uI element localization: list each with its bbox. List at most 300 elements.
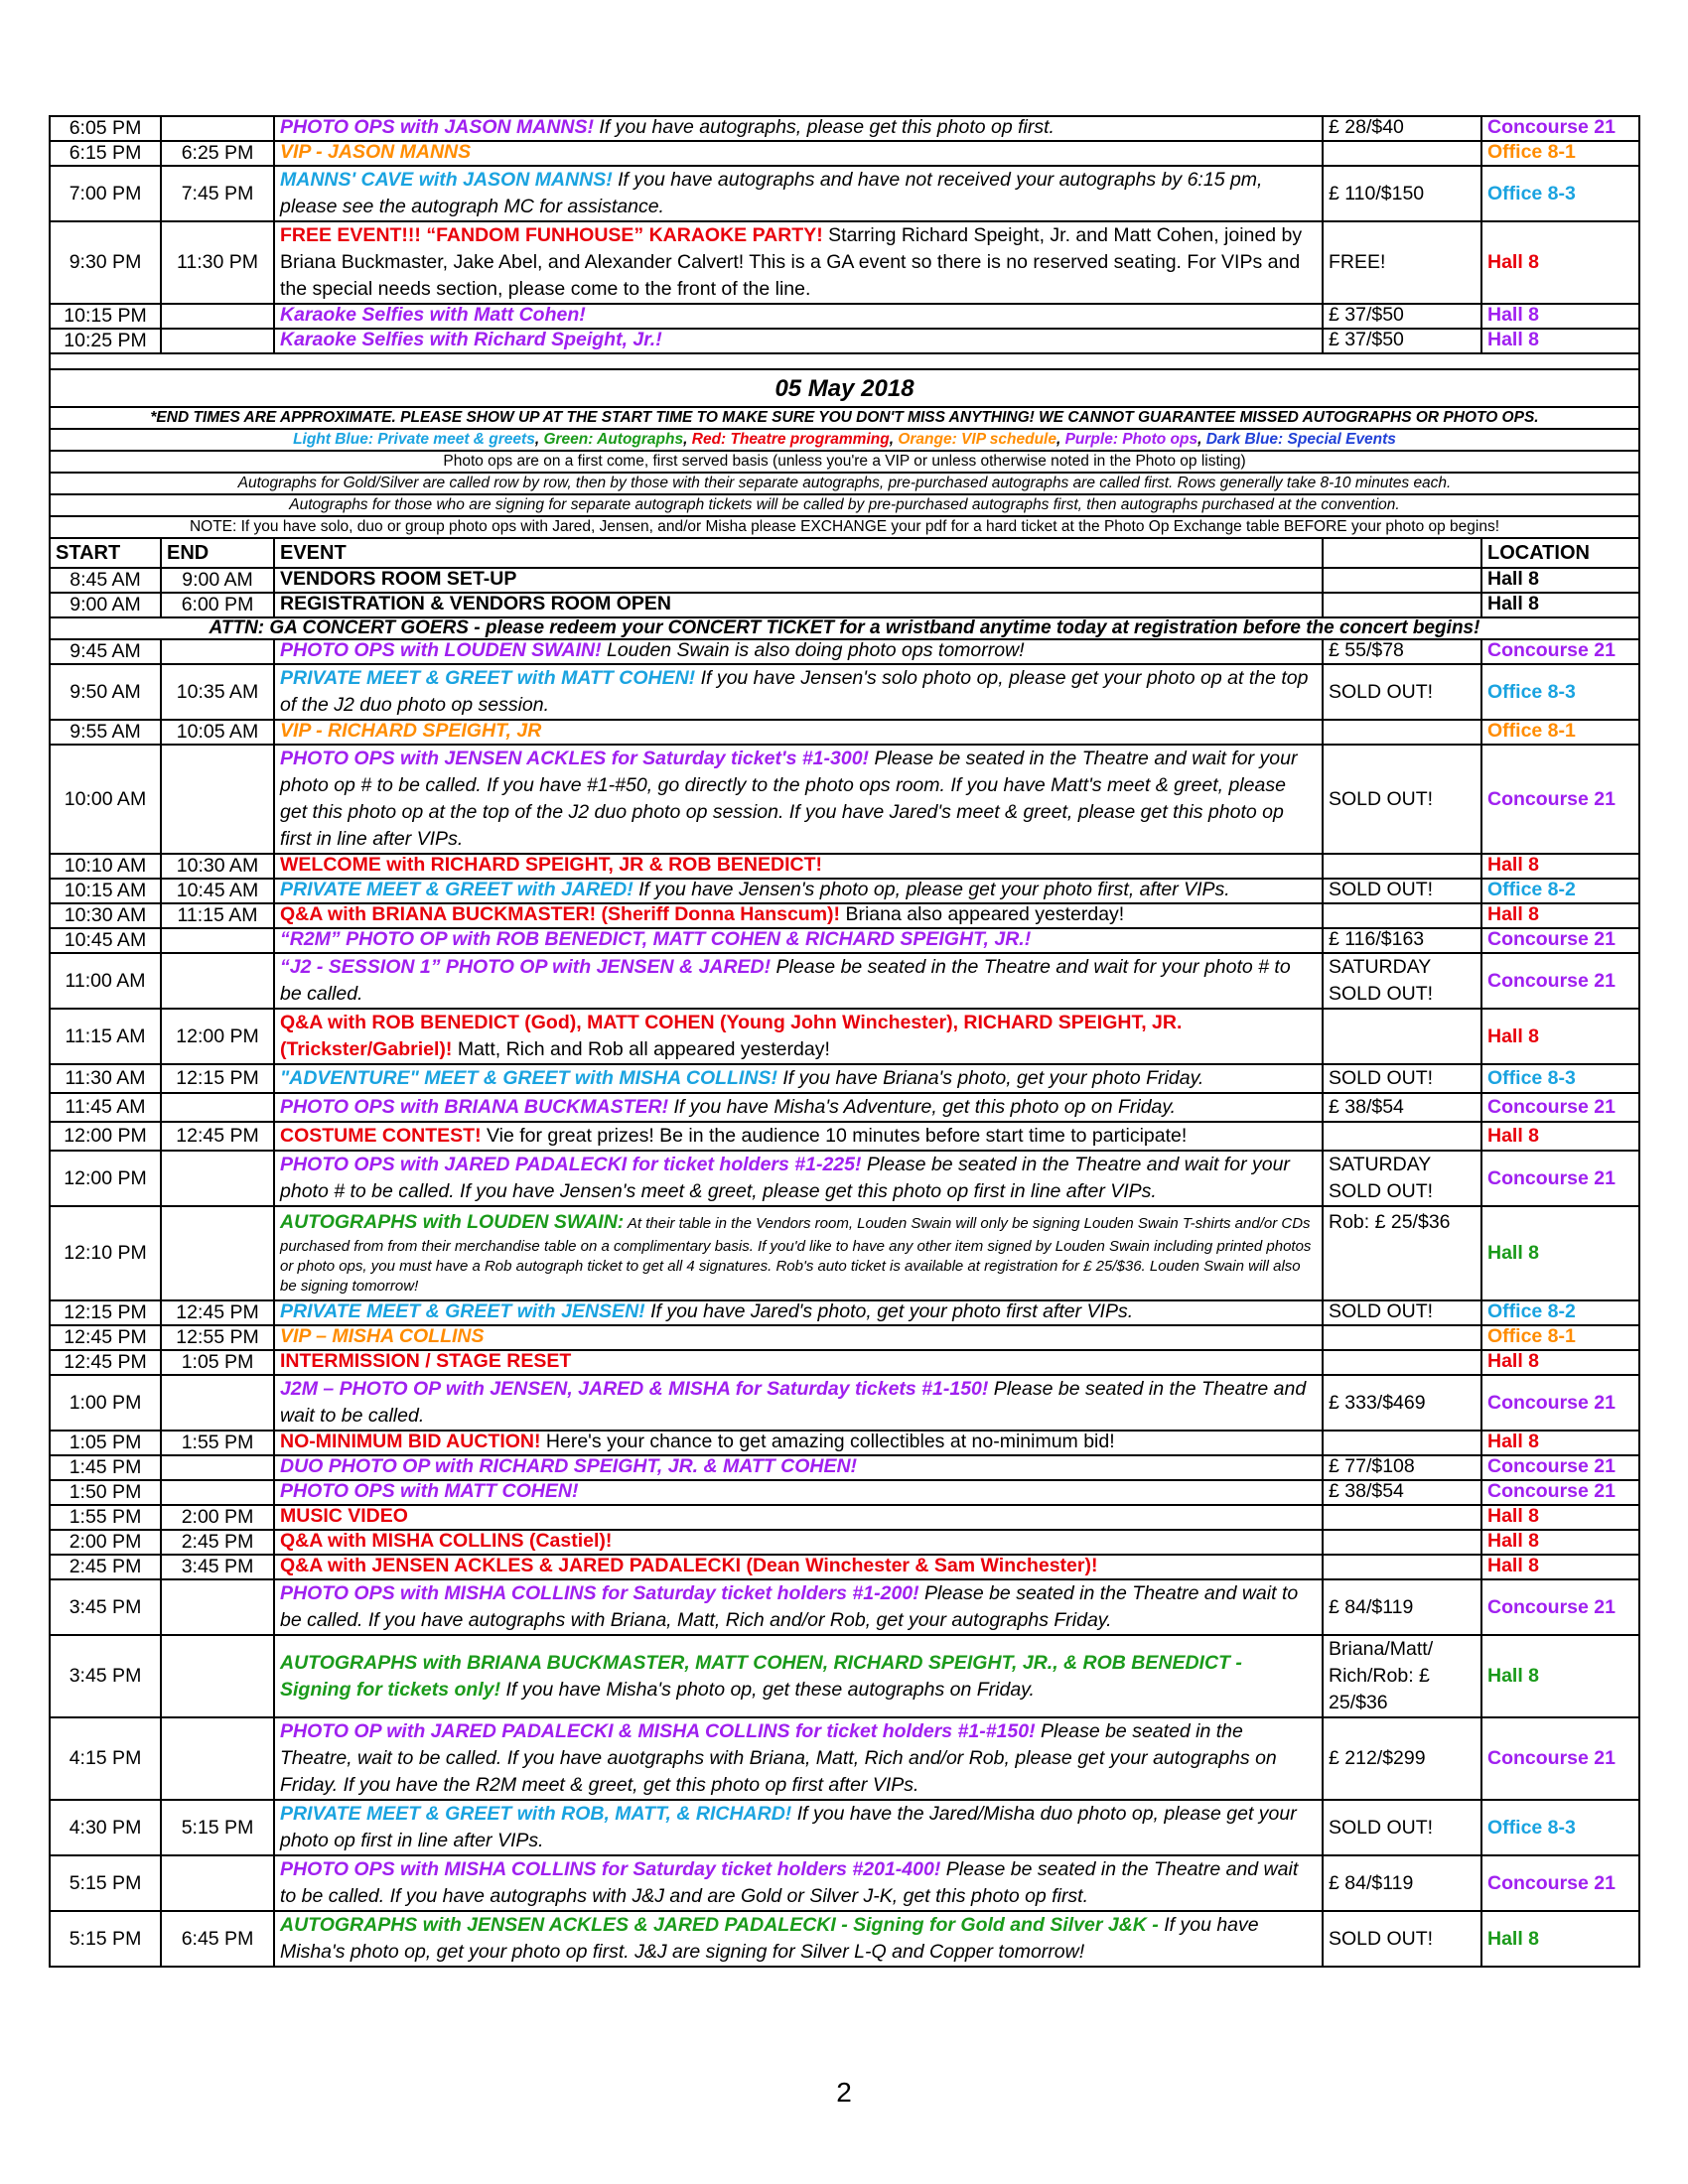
legend-green: Green: Autographs xyxy=(543,431,684,448)
price-cell: Rob: £ 25/$36 xyxy=(1323,1206,1481,1300)
schedule-row xyxy=(50,1122,1639,1151)
price-cell: SOLD OUT! xyxy=(1323,1911,1481,1967)
end-times-note: *END TIMES ARE APPROXIMATE. PLEASE SHOW UP AT THE START TIME TO MAKE SURE YOU DON'T MISS ANYTHING! WE CANNOT GUARANTEE MISSED AUTOGRAPHS OR PHOTO OPS. xyxy=(50,407,1639,429)
event-title: REGISTRATION & VENDORS ROOM OPEN xyxy=(280,593,671,614)
start-time: 10:30 AM xyxy=(50,903,161,928)
event-title: PHOTO OPS with JARED PADALECKI for ticket holders #1-225! xyxy=(280,1154,862,1175)
start-time: 3:45 PM xyxy=(50,1635,161,1717)
end-time xyxy=(161,116,274,141)
location-cell: Hall 8 xyxy=(1481,1555,1639,1579)
start-time: 11:00 AM xyxy=(50,953,161,1009)
column-header-row xyxy=(50,538,1639,568)
price-cell: SATURDAY SOLD OUT! xyxy=(1323,953,1481,1009)
event-title: AUTOGRAPHS with LOUDEN SWAIN: xyxy=(280,1211,625,1233)
event-cell xyxy=(274,1325,1323,1350)
event-title: Q&A with BRIANA BUCKMASTER! (Sheriff Donna Hanscum)! xyxy=(280,903,841,925)
location-cell: Concourse 21 xyxy=(1481,1480,1639,1505)
end-time xyxy=(161,639,274,664)
price-cell: £ 37/$50 xyxy=(1323,304,1481,329)
event-cell xyxy=(274,1350,1323,1375)
location-cell: Concourse 21 xyxy=(1481,1579,1639,1635)
end-time: 12:45 PM xyxy=(161,1122,274,1151)
end-time xyxy=(161,1093,274,1122)
event-title: AUTOGRAPHS with JENSEN ACKLES & JARED PADALECKI - Signing for Gold and Silver J&K - xyxy=(280,1914,1159,1936)
location-cell: Hall 8 xyxy=(1481,1350,1639,1375)
start-time: 12:00 PM xyxy=(50,1151,161,1206)
event-description: Please be seated in the Theatre, wait to be called. If you have auotgraphs with Briana, Matt, Rich and/or Rob, please get your autographs on Friday. If you have the R2M meet & greet, get this photo op first after VIPs. xyxy=(280,1720,1277,1796)
location-cell: Hall 8 xyxy=(1481,304,1639,329)
start-time: 12:10 PM xyxy=(50,1206,161,1300)
start-time: 1:50 PM xyxy=(50,1480,161,1505)
event-cell xyxy=(274,854,1323,879)
event-description: Here's your chance to get amazing collectibles at no-minimum bid! xyxy=(540,1431,1115,1452)
event-cell xyxy=(274,1480,1323,1505)
event-description: If you have autographs, please get this photo op first. xyxy=(594,116,1055,138)
start-time: 12:00 PM xyxy=(50,1122,161,1151)
schedule-sheet xyxy=(49,115,1638,1968)
start-time: 10:15 AM xyxy=(50,879,161,903)
end-time xyxy=(161,953,274,1009)
event-title: MUSIC VIDEO xyxy=(280,1505,408,1527)
event-description: Please be seated in the Theatre and wait to be called. If you have autographs with J&J and are Gold or Silver J-K, get this photo op first. xyxy=(280,1858,1299,1907)
schedule-row xyxy=(50,1093,1639,1122)
end-time: 12:55 PM xyxy=(161,1325,274,1350)
event-cell xyxy=(274,1300,1323,1325)
location-cell: Concourse 21 xyxy=(1481,745,1639,854)
end-time: 5:15 PM xyxy=(161,1800,274,1855)
event-cell xyxy=(274,116,1323,141)
price-cell: £ 38/$54 xyxy=(1323,1093,1481,1122)
schedule-row xyxy=(50,1530,1639,1555)
event-description: If you have Jensen's solo photo op, please get your photo op at the top of the J2 duo photo op session. xyxy=(280,667,1309,716)
event-title: PHOTO OPS with MISHA COLLINS for Saturday ticket holders #1-200! xyxy=(280,1582,919,1604)
start-time: 12:15 PM xyxy=(50,1300,161,1325)
event-title: Q&A with JENSEN ACKLES & JARED PADALECKI (Dean Winchester & Sam Winchester)! xyxy=(280,1555,1098,1576)
photo-ops-note: Photo ops are on a first come, first served basis (unless you're a VIP or unless otherwise noted in the Photo op listing) xyxy=(50,451,1639,473)
start-time: 8:45 AM xyxy=(50,568,161,593)
price-cell: SOLD OUT! xyxy=(1323,1064,1481,1093)
end-time: 12:15 PM xyxy=(161,1064,274,1093)
event-title: INTERMISSION / STAGE RESET xyxy=(280,1350,572,1372)
event-cell xyxy=(274,1911,1323,1967)
start-time: 11:15 AM xyxy=(50,1009,161,1064)
schedule-row xyxy=(50,1911,1639,1967)
legend-dark-blue: Dark Blue: Special Events xyxy=(1205,431,1396,448)
location-cell: Office 8-1 xyxy=(1481,1325,1639,1350)
price-cell: £ 333/$469 xyxy=(1323,1375,1481,1431)
end-time: 11:15 AM xyxy=(161,903,274,928)
price-cell xyxy=(1323,141,1481,166)
price-cell: SOLD OUT! xyxy=(1323,745,1481,854)
location-cell: Concourse 21 xyxy=(1481,953,1639,1009)
event-title: PRIVATE MEET & GREET with JENSEN! xyxy=(280,1300,645,1322)
end-time: 6:45 PM xyxy=(161,1911,274,1967)
event-cell xyxy=(274,568,1323,593)
schedule-row xyxy=(50,1455,1639,1480)
start-time: 1:45 PM xyxy=(50,1455,161,1480)
price-cell xyxy=(1323,1530,1481,1555)
schedule-row xyxy=(50,116,1639,141)
event-cell xyxy=(274,166,1323,221)
end-time xyxy=(161,329,274,353)
start-time: 10:45 AM xyxy=(50,928,161,953)
price-cell: £ 110/$150 xyxy=(1323,166,1481,221)
start-time: 6:05 PM xyxy=(50,116,161,141)
legend-red: Red: Theatre programming xyxy=(691,431,890,448)
location-cell: Concourse 21 xyxy=(1481,928,1639,953)
schedule-row xyxy=(50,1064,1639,1093)
end-time xyxy=(161,1635,274,1717)
schedule-row xyxy=(50,1325,1639,1350)
schedule-row xyxy=(50,1350,1639,1375)
event-title: NO-MINIMUM BID AUCTION! xyxy=(280,1431,541,1452)
price-cell xyxy=(1323,1555,1481,1579)
location-cell: Hall 8 xyxy=(1481,1206,1639,1300)
price-cell xyxy=(1323,1505,1481,1530)
location-cell: Hall 8 xyxy=(1481,221,1639,304)
schedule-row xyxy=(50,1555,1639,1579)
end-time xyxy=(161,745,274,854)
event-cell xyxy=(274,639,1323,664)
end-time xyxy=(161,1480,274,1505)
price-cell xyxy=(1323,593,1481,617)
schedule-row xyxy=(50,1151,1639,1206)
legend-light-blue: Light Blue: Private meet & greets xyxy=(293,431,535,448)
schedule-row xyxy=(50,593,1639,617)
schedule-table xyxy=(49,115,1640,1968)
spacer-row xyxy=(50,353,1639,369)
end-time: 6:25 PM xyxy=(161,141,274,166)
schedule-row xyxy=(50,1855,1639,1911)
event-cell xyxy=(274,141,1323,166)
price-cell: £ 116/$163 xyxy=(1323,928,1481,953)
event-title: VIP - JASON MANNS xyxy=(280,141,472,163)
schedule-row xyxy=(50,903,1639,928)
event-description: Starring Richard Speight, Jr. and Matt Cohen, joined by Briana Buckmaster, Jake Abel, and Alexander Calvert! This is a GA event so there is no reserved seating. For VIPs and the special needs section, please come to the front of the line. xyxy=(280,224,1303,300)
start-time: 1:05 PM xyxy=(50,1431,161,1455)
event-description: Briana also appeared yesterday! xyxy=(840,903,1125,925)
schedule-row xyxy=(50,1579,1639,1635)
event-cell xyxy=(274,1579,1323,1635)
location-cell: Hall 8 xyxy=(1481,329,1639,353)
event-title: PRIVATE MEET & GREET with ROB, MATT, & RICHARD! xyxy=(280,1803,792,1825)
exchange-note: NOTE: If you have solo, duo or group photo ops with Jared, Jensen, and/or Misha please EXCHANGE your pdf for a hard ticket at the Photo Op Exchange table BEFORE your photo op begins! xyxy=(50,516,1639,538)
event-title: "ADVENTURE" MEET & GREET with MISHA COLLINS! xyxy=(280,1067,777,1089)
price-cell xyxy=(1323,854,1481,879)
event-title: Karaoke Selfies with Matt Cohen! xyxy=(280,304,586,326)
event-description: If you have the Jared/Misha duo photo op, please get your photo op first in line after VIPs. xyxy=(280,1803,1297,1851)
date-heading: 05 May 2018 xyxy=(50,369,1639,407)
location-cell: Concourse 21 xyxy=(1481,116,1639,141)
event-description: Vie for great prizes! Be in the audience 10 minutes before start time to participate! xyxy=(481,1125,1188,1147)
event-title: PHOTO OPS with BRIANA BUCKMASTER! xyxy=(280,1096,669,1118)
end-time xyxy=(161,1717,274,1800)
color-legend: Light Blue: Private meet & greets, Green: Autographs, Red: Theatre programming, Orange: VIP schedule, Purple: Photo ops, Dark Blue: Special Events xyxy=(50,429,1639,451)
price-cell xyxy=(1323,1325,1481,1350)
price-cell: SOLD OUT! xyxy=(1323,664,1481,720)
location-cell: Hall 8 xyxy=(1481,1505,1639,1530)
price-cell: SATURDAY SOLD OUT! xyxy=(1323,1151,1481,1206)
event-cell xyxy=(274,221,1323,304)
schedule-row xyxy=(50,1300,1639,1325)
event-title: FREE EVENT!!! “FANDOM FUNHOUSE” KARAOKE PARTY! xyxy=(280,224,823,246)
event-title: Karaoke Selfies with Richard Speight, Jr.! xyxy=(280,329,662,350)
col-header-location: LOCATION xyxy=(1481,538,1639,568)
location-cell: Hall 8 xyxy=(1481,1009,1639,1064)
end-time: 12:00 PM xyxy=(161,1009,274,1064)
event-description: If you have Briana's photo, get your photo Friday. xyxy=(776,1067,1204,1089)
price-cell: £ 77/$108 xyxy=(1323,1455,1481,1480)
schedule-row xyxy=(50,1800,1639,1855)
price-cell: SOLD OUT! xyxy=(1323,1800,1481,1855)
col-header-event: EVENT xyxy=(274,538,1323,568)
attn-row xyxy=(50,617,1639,639)
end-time: 1:55 PM xyxy=(161,1431,274,1455)
end-time: 7:45 PM xyxy=(161,166,274,221)
event-description: If you have Misha's photo op, get these autographs on Friday. xyxy=(500,1678,1035,1701)
event-title: AUTOGRAPHS with BRIANA BUCKMASTER, MATT COHEN, RICHARD SPEIGHT, JR., & ROB BENEDICT - Signing for tickets only! xyxy=(280,1651,1242,1701)
event-title: Q&A with MISHA COLLINS (Castiel)! xyxy=(280,1530,613,1552)
event-title: Q&A with ROB BENEDICT (God), MATT COHEN (Young John Winchester), RICHARD SPEIGHT, JR. (Trickster/Gabriel)! xyxy=(280,1012,1183,1060)
end-time: 10:35 AM xyxy=(161,664,274,720)
price-cell xyxy=(1323,1009,1481,1064)
event-title: PRIVATE MEET & GREET with MATT COHEN! xyxy=(280,667,696,689)
start-time: 12:45 PM xyxy=(50,1350,161,1375)
location-cell: Concourse 21 xyxy=(1481,1455,1639,1480)
price-cell: £ 84/$119 xyxy=(1323,1579,1481,1635)
schedule-row xyxy=(50,1717,1639,1800)
schedule-row xyxy=(50,141,1639,166)
date-heading-row xyxy=(50,369,1639,407)
price-cell xyxy=(1323,1431,1481,1455)
end-time xyxy=(161,1855,274,1911)
end-time: 10:45 AM xyxy=(161,879,274,903)
location-cell: Hall 8 xyxy=(1481,1911,1639,1967)
schedule-row xyxy=(50,928,1639,953)
event-cell xyxy=(274,1800,1323,1855)
attn-notice: ATTN: GA CONCERT GOERS - please redeem your CONCERT TICKET for a wristband anytime today at registration before the concert begins! xyxy=(50,617,1639,639)
end-time: 10:30 AM xyxy=(161,854,274,879)
price-cell xyxy=(1323,1122,1481,1151)
event-cell xyxy=(274,720,1323,745)
start-time: 10:15 PM xyxy=(50,304,161,329)
schedule-row xyxy=(50,664,1639,720)
event-title: VIP - RICHARD SPEIGHT, JR xyxy=(280,720,542,742)
price-cell xyxy=(1323,1350,1481,1375)
schedule-row xyxy=(50,1635,1639,1717)
end-time xyxy=(161,928,274,953)
event-cell xyxy=(274,1505,1323,1530)
event-cell xyxy=(274,1455,1323,1480)
event-description: If you have Misha's photo op, get your photo op first. J&J are signing for Silver L-Q and Copper tomorrow! xyxy=(280,1914,1259,1963)
event-title: PHOTO OPS with JENSEN ACKLES for Saturday ticket's #1-300! xyxy=(280,748,870,769)
end-time: 9:00 AM xyxy=(161,568,274,593)
start-time: 7:00 PM xyxy=(50,166,161,221)
start-time: 1:55 PM xyxy=(50,1505,161,1530)
price-cell: £ 84/$119 xyxy=(1323,1855,1481,1911)
location-cell: Concourse 21 xyxy=(1481,1093,1639,1122)
end-time: 2:00 PM xyxy=(161,1505,274,1530)
location-cell: Concourse 21 xyxy=(1481,1717,1639,1800)
price-cell: £ 28/$40 xyxy=(1323,116,1481,141)
location-cell: Hall 8 xyxy=(1481,1530,1639,1555)
event-cell xyxy=(274,1122,1323,1151)
event-description: Please be seated in the Theatre and wait to be called. xyxy=(280,1378,1307,1427)
end-time: 2:45 PM xyxy=(161,1530,274,1555)
event-title: J2M – PHOTO OP with JENSEN, JARED & MISHA for Saturday tickets #1-150! xyxy=(280,1378,989,1400)
end-time xyxy=(161,1151,274,1206)
price-cell xyxy=(1323,720,1481,745)
col-header-price xyxy=(1323,538,1481,568)
location-cell: Hall 8 xyxy=(1481,1122,1639,1151)
event-cell xyxy=(274,329,1323,353)
price-cell: £ 37/$50 xyxy=(1323,329,1481,353)
location-cell: Hall 8 xyxy=(1481,903,1639,928)
event-cell xyxy=(274,1064,1323,1093)
start-time: 6:15 PM xyxy=(50,141,161,166)
start-time: 4:30 PM xyxy=(50,1800,161,1855)
location-cell: Office 8-1 xyxy=(1481,141,1639,166)
event-description: Please be seated in the Theatre and wait for your photo op # to be called. If you have #1-#50, go directly to the photo ops room. If you have Matt's meet & greet, please get this photo op at the top of the J2 duo photo op session. If you have Jared's meet & greet, please get this photo op first in line after VIPs. xyxy=(280,748,1298,850)
event-description: If you have Misha's Adventure, get this photo op on Friday. xyxy=(668,1096,1177,1118)
event-title: PHOTO OPS with LOUDEN SWAIN! xyxy=(280,639,602,661)
start-time: 4:15 PM xyxy=(50,1717,161,1800)
event-cell xyxy=(274,1093,1323,1122)
location-cell: Concourse 21 xyxy=(1481,1375,1639,1431)
event-description: Please be seated in the Theatre and wait to be called. If you have autographs with Briana, Matt, Rich and/or Rob, get your autographs Friday. xyxy=(280,1582,1299,1631)
price-cell: SOLD OUT! xyxy=(1323,1300,1481,1325)
price-cell xyxy=(1323,568,1481,593)
event-cell xyxy=(274,1431,1323,1455)
location-cell: Concourse 21 xyxy=(1481,1151,1639,1206)
end-time xyxy=(161,1579,274,1635)
page-number: 2 xyxy=(836,2077,852,2108)
event-cell xyxy=(274,304,1323,329)
start-time: 9:00 AM xyxy=(50,593,161,617)
event-cell xyxy=(274,928,1323,953)
event-cell xyxy=(274,1151,1323,1206)
event-title: VENDORS ROOM SET-UP xyxy=(280,568,517,590)
event-cell xyxy=(274,1555,1323,1579)
legend-orange: Orange: VIP schedule xyxy=(898,431,1056,448)
event-title: WELCOME with RICHARD SPEIGHT, JR & ROB BENEDICT! xyxy=(280,854,823,876)
location-cell: Office 8-2 xyxy=(1481,1300,1639,1325)
event-title: PHOTO OP with JARED PADALECKI & MISHA COLLINS for ticket holders #1-#150! xyxy=(280,1720,1036,1742)
price-cell xyxy=(1323,903,1481,928)
location-cell: Office 8-1 xyxy=(1481,720,1639,745)
event-cell xyxy=(274,953,1323,1009)
start-time: 9:50 AM xyxy=(50,664,161,720)
gold-silver-note: Autographs for Gold/Silver are called row by row, then by those with their separate autographs, pre-purchased autographs are called first. Rows generally take 8-10 minutes each. xyxy=(50,473,1639,494)
start-time: 5:15 PM xyxy=(50,1855,161,1911)
end-time: 10:05 AM xyxy=(161,720,274,745)
schedule-row xyxy=(50,329,1639,353)
event-title: “R2M” PHOTO OP with ROB BENEDICT, MATT COHEN & RICHARD SPEIGHT, JR.! xyxy=(280,928,1032,950)
end-time xyxy=(161,1375,274,1431)
event-title: PHOTO OPS with MATT COHEN! xyxy=(280,1480,579,1502)
event-description: Matt, Rich and Rob all appeared yesterday! xyxy=(452,1038,830,1060)
price-cell: SOLD OUT! xyxy=(1323,879,1481,903)
event-cell xyxy=(274,1375,1323,1431)
schedule-row xyxy=(50,1431,1639,1455)
event-title: VIP – MISHA COLLINS xyxy=(280,1325,485,1347)
event-description: Louden Swain is also doing photo ops tomorrow! xyxy=(601,639,1025,661)
schedule-row xyxy=(50,1480,1639,1505)
schedule-row xyxy=(50,166,1639,221)
event-title: PHOTO OPS with JASON MANNS! xyxy=(280,116,594,138)
end-time: 1:05 PM xyxy=(161,1350,274,1375)
event-description: If you have Jensen's photo op, please get your photo first, after VIPs. xyxy=(633,879,1230,900)
schedule-row xyxy=(50,745,1639,854)
end-time xyxy=(161,304,274,329)
start-time: 3:45 PM xyxy=(50,1579,161,1635)
start-time: 9:55 AM xyxy=(50,720,161,745)
start-time: 11:45 AM xyxy=(50,1093,161,1122)
event-cell xyxy=(274,903,1323,928)
event-title: COSTUME CONTEST! xyxy=(280,1125,482,1147)
separate-autographs-note: Autographs for those who are signing for separate autograph tickets will be called by pre-purchased autographs first, then autographs purchased at the convention. xyxy=(50,494,1639,516)
schedule-row xyxy=(50,879,1639,903)
end-time: 3:45 PM xyxy=(161,1555,274,1579)
event-cell xyxy=(274,1530,1323,1555)
schedule-row xyxy=(50,639,1639,664)
end-time: 11:30 PM xyxy=(161,221,274,304)
event-title: PRIVATE MEET & GREET with JARED! xyxy=(280,879,633,900)
price-cell: £ 212/$299 xyxy=(1323,1717,1481,1800)
schedule-row xyxy=(50,720,1639,745)
price-cell: FREE! xyxy=(1323,221,1481,304)
event-title: MANNS' CAVE with JASON MANNS! xyxy=(280,169,613,191)
location-cell: Office 8-3 xyxy=(1481,166,1639,221)
event-cell xyxy=(274,1009,1323,1064)
start-time: 11:30 AM xyxy=(50,1064,161,1093)
schedule-row xyxy=(50,953,1639,1009)
price-cell: Briana/Matt/ Rich/Rob: £ 25/$36 xyxy=(1323,1635,1481,1717)
start-time: 10:25 PM xyxy=(50,329,161,353)
location-cell: Office 8-3 xyxy=(1481,1800,1639,1855)
schedule-row xyxy=(50,1206,1639,1300)
location-cell: Hall 8 xyxy=(1481,1635,1639,1717)
event-cell xyxy=(274,1635,1323,1717)
start-time: 9:30 PM xyxy=(50,221,161,304)
end-time: 6:00 PM xyxy=(161,593,274,617)
event-description: If you have Jared's photo, get your photo first after VIPs. xyxy=(644,1300,1134,1322)
location-cell: Hall 8 xyxy=(1481,1431,1639,1455)
event-title: “J2 - SESSION 1” PHOTO OP with JENSEN & JARED! xyxy=(280,956,772,978)
schedule-row xyxy=(50,221,1639,304)
start-time: 12:45 PM xyxy=(50,1325,161,1350)
start-time: 5:15 PM xyxy=(50,1911,161,1967)
event-cell xyxy=(274,879,1323,903)
location-cell: Office 8-3 xyxy=(1481,1064,1639,1093)
end-time xyxy=(161,1455,274,1480)
col-header-start: START xyxy=(50,538,161,568)
end-time xyxy=(161,1206,274,1300)
col-header-end: END xyxy=(161,538,274,568)
location-cell: Hall 8 xyxy=(1481,854,1639,879)
schedule-row xyxy=(50,1009,1639,1064)
schedule-row xyxy=(50,1375,1639,1431)
schedule-row xyxy=(50,854,1639,879)
event-title: PHOTO OPS with MISHA COLLINS for Saturday ticket holders #201-400! xyxy=(280,1858,941,1880)
start-time: 10:00 AM xyxy=(50,745,161,854)
location-cell: Hall 8 xyxy=(1481,593,1639,617)
event-cell xyxy=(274,1855,1323,1911)
schedule-row xyxy=(50,568,1639,593)
start-time: 2:45 PM xyxy=(50,1555,161,1579)
location-cell: Concourse 21 xyxy=(1481,1855,1639,1911)
event-cell xyxy=(274,1206,1323,1300)
